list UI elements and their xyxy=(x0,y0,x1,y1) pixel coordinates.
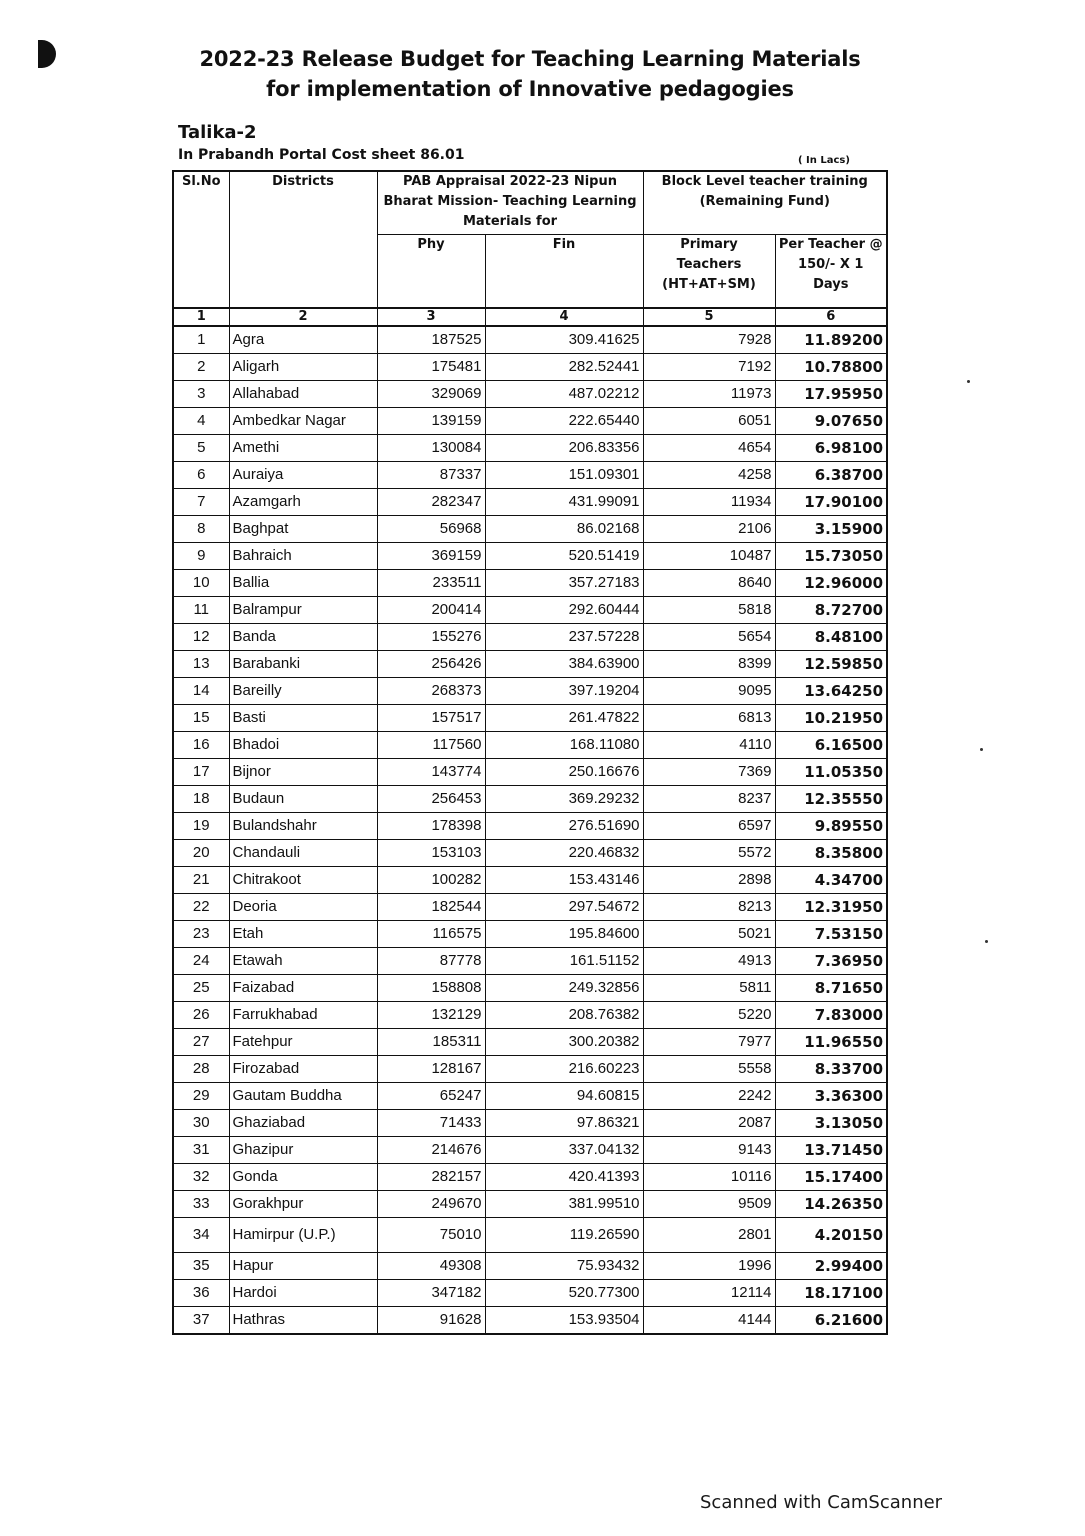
cell-phy: 369159 xyxy=(377,543,485,570)
cell-per-teacher-amount: 10.21950 xyxy=(775,705,887,732)
cell-fin: 420.41393 xyxy=(485,1164,643,1191)
cell-per-teacher-amount: 10.78800 xyxy=(775,354,887,381)
cell-primary-teachers: 5220 xyxy=(643,1002,775,1029)
cell-primary-teachers: 10487 xyxy=(643,543,775,570)
cell-per-teacher-amount: 12.31950 xyxy=(775,894,887,921)
cell-primary-teachers: 5558 xyxy=(643,1056,775,1083)
cell-fin: 249.32856 xyxy=(485,975,643,1002)
table-row xyxy=(173,1002,887,1029)
cell-sl-no: 21 xyxy=(173,867,229,894)
cell-primary-teachers: 4144 xyxy=(643,1307,775,1335)
cell-phy: 56968 xyxy=(377,516,485,543)
budget-table xyxy=(172,170,888,1335)
header-fin: Fin xyxy=(485,235,643,309)
cell-phy: 155276 xyxy=(377,624,485,651)
cell-district: Bahraich xyxy=(229,543,377,570)
cell-per-teacher-amount: 12.59850 xyxy=(775,651,887,678)
table-row xyxy=(173,1137,887,1164)
table-row xyxy=(173,1110,887,1137)
cell-fin: 297.54672 xyxy=(485,894,643,921)
table-row xyxy=(173,840,887,867)
cell-sl-no: 24 xyxy=(173,948,229,975)
cell-per-teacher-amount: 4.34700 xyxy=(775,867,887,894)
cell-per-teacher-amount: 2.99400 xyxy=(775,1253,887,1280)
title-line-2: for implementation of Innovative pedagogies xyxy=(266,77,794,101)
cell-primary-teachers: 5811 xyxy=(643,975,775,1002)
cell-primary-teachers: 8399 xyxy=(643,651,775,678)
cell-phy: 116575 xyxy=(377,921,485,948)
cell-fin: 216.60223 xyxy=(485,1056,643,1083)
cell-phy: 87778 xyxy=(377,948,485,975)
cell-phy: 256426 xyxy=(377,651,485,678)
cell-sl-no: 27 xyxy=(173,1029,229,1056)
cell-district: Chitrakoot xyxy=(229,867,377,894)
cell-sl-no: 9 xyxy=(173,543,229,570)
cell-phy: 282157 xyxy=(377,1164,485,1191)
cell-per-teacher-amount: 11.05350 xyxy=(775,759,887,786)
table-row xyxy=(173,1307,887,1335)
table-row xyxy=(173,975,887,1002)
cell-sl-no: 3 xyxy=(173,381,229,408)
cell-primary-teachers: 4913 xyxy=(643,948,775,975)
table-row xyxy=(173,1218,887,1253)
table-row xyxy=(173,1029,887,1056)
cell-per-teacher-amount: 14.26350 xyxy=(775,1191,887,1218)
cell-fin: 208.76382 xyxy=(485,1002,643,1029)
cell-primary-teachers: 6813 xyxy=(643,705,775,732)
cell-district: Agra xyxy=(229,326,377,354)
cell-district: Azamgarh xyxy=(229,489,377,516)
cell-district: Farrukhabad xyxy=(229,1002,377,1029)
table-row xyxy=(173,570,887,597)
cell-district: Ghazipur xyxy=(229,1137,377,1164)
cell-per-teacher-amount: 13.71450 xyxy=(775,1137,887,1164)
cell-primary-teachers: 2801 xyxy=(643,1218,775,1253)
cell-fin: 357.27183 xyxy=(485,570,643,597)
cell-fin: 151.09301 xyxy=(485,462,643,489)
cell-per-teacher-amount: 9.07650 xyxy=(775,408,887,435)
table-row xyxy=(173,894,887,921)
cell-primary-teachers: 9143 xyxy=(643,1137,775,1164)
cell-district: Gorakhpur xyxy=(229,1191,377,1218)
scan-speck xyxy=(985,940,988,943)
cell-per-teacher-amount: 15.17400 xyxy=(775,1164,887,1191)
cell-sl-no: 23 xyxy=(173,921,229,948)
cell-per-teacher-amount: 6.38700 xyxy=(775,462,887,489)
cell-per-teacher-amount: 8.48100 xyxy=(775,624,887,651)
table-row xyxy=(173,489,887,516)
title-line-1: 2022-23 Release Budget for Teaching Learning Materials xyxy=(199,47,861,71)
cell-sl-no: 32 xyxy=(173,1164,229,1191)
cell-primary-teachers: 10116 xyxy=(643,1164,775,1191)
cell-district: Baghpat xyxy=(229,516,377,543)
cell-per-teacher-amount: 7.36950 xyxy=(775,948,887,975)
cell-phy: 256453 xyxy=(377,786,485,813)
cell-sl-no: 34 xyxy=(173,1218,229,1253)
table-row xyxy=(173,732,887,759)
cell-district: Hapur xyxy=(229,1253,377,1280)
cell-sl-no: 20 xyxy=(173,840,229,867)
cell-sl-no: 13 xyxy=(173,651,229,678)
cell-sl-no: 26 xyxy=(173,1002,229,1029)
cell-primary-teachers: 2106 xyxy=(643,516,775,543)
cell-per-teacher-amount: 6.98100 xyxy=(775,435,887,462)
cell-fin: 384.63900 xyxy=(485,651,643,678)
cell-fin: 282.52441 xyxy=(485,354,643,381)
cell-fin: 237.57228 xyxy=(485,624,643,651)
cell-district: Amethi xyxy=(229,435,377,462)
cell-primary-teachers: 2087 xyxy=(643,1110,775,1137)
cell-sl-no: 18 xyxy=(173,786,229,813)
table-row xyxy=(173,705,887,732)
cell-per-teacher-amount: 6.16500 xyxy=(775,732,887,759)
cell-fin: 520.77300 xyxy=(485,1280,643,1307)
scan-speck xyxy=(967,380,970,383)
table-body xyxy=(173,326,887,1334)
cell-district: Etah xyxy=(229,921,377,948)
cell-primary-teachers: 7977 xyxy=(643,1029,775,1056)
cell-primary-teachers: 11934 xyxy=(643,489,775,516)
cell-sl-no: 2 xyxy=(173,354,229,381)
cell-fin: 220.46832 xyxy=(485,840,643,867)
cell-district: Gonda xyxy=(229,1164,377,1191)
cell-phy: 185311 xyxy=(377,1029,485,1056)
cell-fin: 195.84600 xyxy=(485,921,643,948)
cell-fin: 168.11080 xyxy=(485,732,643,759)
cell-fin: 276.51690 xyxy=(485,813,643,840)
cell-sl-no: 10 xyxy=(173,570,229,597)
cell-fin: 381.99510 xyxy=(485,1191,643,1218)
cell-fin: 520.51419 xyxy=(485,543,643,570)
cell-primary-teachers: 7192 xyxy=(643,354,775,381)
header-pab-appraisal: PAB Appraisal 2022-23 Nipun Bharat Mission- Teaching Learning Materials for xyxy=(377,171,643,235)
cell-phy: 49308 xyxy=(377,1253,485,1280)
table-row xyxy=(173,678,887,705)
cell-primary-teachers: 5654 xyxy=(643,624,775,651)
cell-sl-no: 7 xyxy=(173,489,229,516)
table-row xyxy=(173,813,887,840)
cell-phy: 143774 xyxy=(377,759,485,786)
cell-fin: 161.51152 xyxy=(485,948,643,975)
cell-district: Firozabad xyxy=(229,1056,377,1083)
cost-sheet-label: In Prabandh Portal Cost sheet 86.01 xyxy=(178,147,465,163)
cell-per-teacher-amount: 6.21600 xyxy=(775,1307,887,1335)
table-row xyxy=(173,651,887,678)
cell-district: Chandauli xyxy=(229,840,377,867)
cell-fin: 369.29232 xyxy=(485,786,643,813)
cell-fin: 97.86321 xyxy=(485,1110,643,1137)
column-number: 5 xyxy=(643,308,775,326)
cell-sl-no: 17 xyxy=(173,759,229,786)
cell-district: Ballia xyxy=(229,570,377,597)
table-row xyxy=(173,867,887,894)
cell-fin: 250.16676 xyxy=(485,759,643,786)
cell-sl-no: 6 xyxy=(173,462,229,489)
cell-fin: 309.41625 xyxy=(485,326,643,354)
cell-sl-no: 12 xyxy=(173,624,229,651)
table-row xyxy=(173,408,887,435)
cell-phy: 117560 xyxy=(377,732,485,759)
cell-phy: 175481 xyxy=(377,354,485,381)
cell-primary-teachers: 12114 xyxy=(643,1280,775,1307)
cell-phy: 91628 xyxy=(377,1307,485,1335)
cell-per-teacher-amount: 12.96000 xyxy=(775,570,887,597)
cell-fin: 487.02212 xyxy=(485,381,643,408)
header-sl-no: Sl.No xyxy=(173,171,229,308)
units-label: ( In Lacs) xyxy=(798,155,850,166)
cell-phy: 187525 xyxy=(377,326,485,354)
cell-sl-no: 16 xyxy=(173,732,229,759)
cell-sl-no: 37 xyxy=(173,1307,229,1335)
table-row xyxy=(173,1280,887,1307)
table-label: Talika-2 xyxy=(178,122,257,143)
cell-fin: 206.83356 xyxy=(485,435,643,462)
camscanner-watermark: Scanned with CamScanner xyxy=(700,1492,943,1513)
cell-primary-teachers: 5021 xyxy=(643,921,775,948)
cell-per-teacher-amount: 8.72700 xyxy=(775,597,887,624)
cell-per-teacher-amount: 7.53150 xyxy=(775,921,887,948)
cell-district: Aligarh xyxy=(229,354,377,381)
cell-per-teacher-amount: 3.15900 xyxy=(775,516,887,543)
cell-phy: 130084 xyxy=(377,435,485,462)
cell-district: Ambedkar Nagar xyxy=(229,408,377,435)
cell-phy: 347182 xyxy=(377,1280,485,1307)
cell-district: Hardoi xyxy=(229,1280,377,1307)
cell-fin: 153.93504 xyxy=(485,1307,643,1335)
cell-phy: 132129 xyxy=(377,1002,485,1029)
cell-district: Deoria xyxy=(229,894,377,921)
cell-sl-no: 29 xyxy=(173,1083,229,1110)
header-block-training: Block Level teacher training (Remaining Fund) xyxy=(643,171,887,235)
cell-district: Barabanki xyxy=(229,651,377,678)
cell-district: Hamirpur (U.P.) xyxy=(229,1218,377,1253)
cell-fin: 75.93432 xyxy=(485,1253,643,1280)
cell-sl-no: 33 xyxy=(173,1191,229,1218)
header-districts: Districts xyxy=(229,171,377,308)
column-number: 4 xyxy=(485,308,643,326)
header-phy: Phy xyxy=(377,235,485,309)
cell-phy: 87337 xyxy=(377,462,485,489)
cell-phy: 182544 xyxy=(377,894,485,921)
cell-phy: 71433 xyxy=(377,1110,485,1137)
cell-primary-teachers: 5818 xyxy=(643,597,775,624)
cell-sl-no: 8 xyxy=(173,516,229,543)
cell-per-teacher-amount: 11.89200 xyxy=(775,326,887,354)
cell-fin: 397.19204 xyxy=(485,678,643,705)
cell-district: Allahabad xyxy=(229,381,377,408)
cell-sl-no: 31 xyxy=(173,1137,229,1164)
scan-speck xyxy=(980,748,983,751)
cell-fin: 222.65440 xyxy=(485,408,643,435)
cell-sl-no: 28 xyxy=(173,1056,229,1083)
cell-district: Etawah xyxy=(229,948,377,975)
cell-primary-teachers: 6051 xyxy=(643,408,775,435)
header-primary-teachers: Primary Teachers (HT+AT+SM) xyxy=(643,235,775,309)
cell-sl-no: 4 xyxy=(173,408,229,435)
cell-district: Ghaziabad xyxy=(229,1110,377,1137)
column-number-row xyxy=(173,308,887,326)
cell-fin: 261.47822 xyxy=(485,705,643,732)
column-number: 2 xyxy=(229,308,377,326)
cell-fin: 292.60444 xyxy=(485,597,643,624)
cell-district: Bijnor xyxy=(229,759,377,786)
cell-primary-teachers: 8640 xyxy=(643,570,775,597)
table-row xyxy=(173,948,887,975)
scan-corner-mark xyxy=(38,40,56,68)
cell-primary-teachers: 6597 xyxy=(643,813,775,840)
cell-fin: 431.99091 xyxy=(485,489,643,516)
cell-district: Banda xyxy=(229,624,377,651)
cell-sl-no: 35 xyxy=(173,1253,229,1280)
table-row xyxy=(173,759,887,786)
cell-sl-no: 19 xyxy=(173,813,229,840)
table-row xyxy=(173,597,887,624)
table-row xyxy=(173,1253,887,1280)
cell-district: Gautam Buddha xyxy=(229,1083,377,1110)
cell-primary-teachers: 2898 xyxy=(643,867,775,894)
cell-per-teacher-amount: 3.36300 xyxy=(775,1083,887,1110)
cell-per-teacher-amount: 15.73050 xyxy=(775,543,887,570)
cell-district: Bhadoi xyxy=(229,732,377,759)
cell-primary-teachers: 7928 xyxy=(643,326,775,354)
cell-per-teacher-amount: 17.90100 xyxy=(775,489,887,516)
cell-primary-teachers: 5572 xyxy=(643,840,775,867)
table-row xyxy=(173,354,887,381)
cell-district: Faizabad xyxy=(229,975,377,1002)
cell-fin: 94.60815 xyxy=(485,1083,643,1110)
table-row xyxy=(173,1056,887,1083)
cell-district: Bulandshahr xyxy=(229,813,377,840)
cell-sl-no: 5 xyxy=(173,435,229,462)
cell-sl-no: 22 xyxy=(173,894,229,921)
cell-phy: 329069 xyxy=(377,381,485,408)
column-number: 3 xyxy=(377,308,485,326)
cell-sl-no: 36 xyxy=(173,1280,229,1307)
cell-primary-teachers: 8213 xyxy=(643,894,775,921)
cell-primary-teachers: 9509 xyxy=(643,1191,775,1218)
table-row xyxy=(173,786,887,813)
column-number: 6 xyxy=(775,308,887,326)
cell-district: Basti xyxy=(229,705,377,732)
cell-district: Bareilly xyxy=(229,678,377,705)
cell-per-teacher-amount: 8.33700 xyxy=(775,1056,887,1083)
cell-phy: 139159 xyxy=(377,408,485,435)
header-per-teacher: Per Teacher @ 150/- X 1 Days xyxy=(775,235,887,309)
cell-district: Auraiya xyxy=(229,462,377,489)
cell-phy: 214676 xyxy=(377,1137,485,1164)
cell-per-teacher-amount: 13.64250 xyxy=(775,678,887,705)
table-row xyxy=(173,624,887,651)
cell-per-teacher-amount: 11.96550 xyxy=(775,1029,887,1056)
document-title xyxy=(170,44,890,104)
cell-sl-no: 30 xyxy=(173,1110,229,1137)
table-row xyxy=(173,326,887,354)
cell-fin: 337.04132 xyxy=(485,1137,643,1164)
cell-fin: 86.02168 xyxy=(485,516,643,543)
cell-phy: 158808 xyxy=(377,975,485,1002)
table-row xyxy=(173,516,887,543)
cell-district: Balrampur xyxy=(229,597,377,624)
cell-phy: 200414 xyxy=(377,597,485,624)
cell-fin: 153.43146 xyxy=(485,867,643,894)
cell-primary-teachers: 1996 xyxy=(643,1253,775,1280)
cell-fin: 119.26590 xyxy=(485,1218,643,1253)
cell-phy: 100282 xyxy=(377,867,485,894)
cell-phy: 268373 xyxy=(377,678,485,705)
table-row xyxy=(173,1164,887,1191)
cell-per-teacher-amount: 17.95950 xyxy=(775,381,887,408)
cell-per-teacher-amount: 7.83000 xyxy=(775,1002,887,1029)
cell-district: Fatehpur xyxy=(229,1029,377,1056)
cell-per-teacher-amount: 8.71650 xyxy=(775,975,887,1002)
cell-phy: 249670 xyxy=(377,1191,485,1218)
cell-phy: 233511 xyxy=(377,570,485,597)
cell-phy: 282347 xyxy=(377,489,485,516)
table-row xyxy=(173,1191,887,1218)
cell-primary-teachers: 7369 xyxy=(643,759,775,786)
cell-phy: 153103 xyxy=(377,840,485,867)
cell-primary-teachers: 11973 xyxy=(643,381,775,408)
cell-primary-teachers: 4110 xyxy=(643,732,775,759)
cell-phy: 128167 xyxy=(377,1056,485,1083)
cell-primary-teachers: 4654 xyxy=(643,435,775,462)
table-row xyxy=(173,381,887,408)
cell-per-teacher-amount: 4.20150 xyxy=(775,1218,887,1253)
table-row xyxy=(173,1083,887,1110)
cell-per-teacher-amount: 3.13050 xyxy=(775,1110,887,1137)
cell-primary-teachers: 2242 xyxy=(643,1083,775,1110)
cell-fin: 300.20382 xyxy=(485,1029,643,1056)
cell-phy: 178398 xyxy=(377,813,485,840)
cell-primary-teachers: 4258 xyxy=(643,462,775,489)
cell-sl-no: 15 xyxy=(173,705,229,732)
cell-primary-teachers: 8237 xyxy=(643,786,775,813)
cell-sl-no: 14 xyxy=(173,678,229,705)
cell-phy: 157517 xyxy=(377,705,485,732)
table-row xyxy=(173,462,887,489)
cell-per-teacher-amount: 8.35800 xyxy=(775,840,887,867)
cell-district: Budaun xyxy=(229,786,377,813)
cell-sl-no: 25 xyxy=(173,975,229,1002)
cell-district: Hathras xyxy=(229,1307,377,1335)
cell-primary-teachers: 9095 xyxy=(643,678,775,705)
table-row xyxy=(173,543,887,570)
cell-phy: 65247 xyxy=(377,1083,485,1110)
cell-per-teacher-amount: 9.89550 xyxy=(775,813,887,840)
cell-per-teacher-amount: 12.35550 xyxy=(775,786,887,813)
cell-sl-no: 11 xyxy=(173,597,229,624)
cell-per-teacher-amount: 18.17100 xyxy=(775,1280,887,1307)
table-row xyxy=(173,921,887,948)
table-row xyxy=(173,435,887,462)
cell-sl-no: 1 xyxy=(173,326,229,354)
column-number: 1 xyxy=(173,308,229,326)
cell-phy: 75010 xyxy=(377,1218,485,1253)
